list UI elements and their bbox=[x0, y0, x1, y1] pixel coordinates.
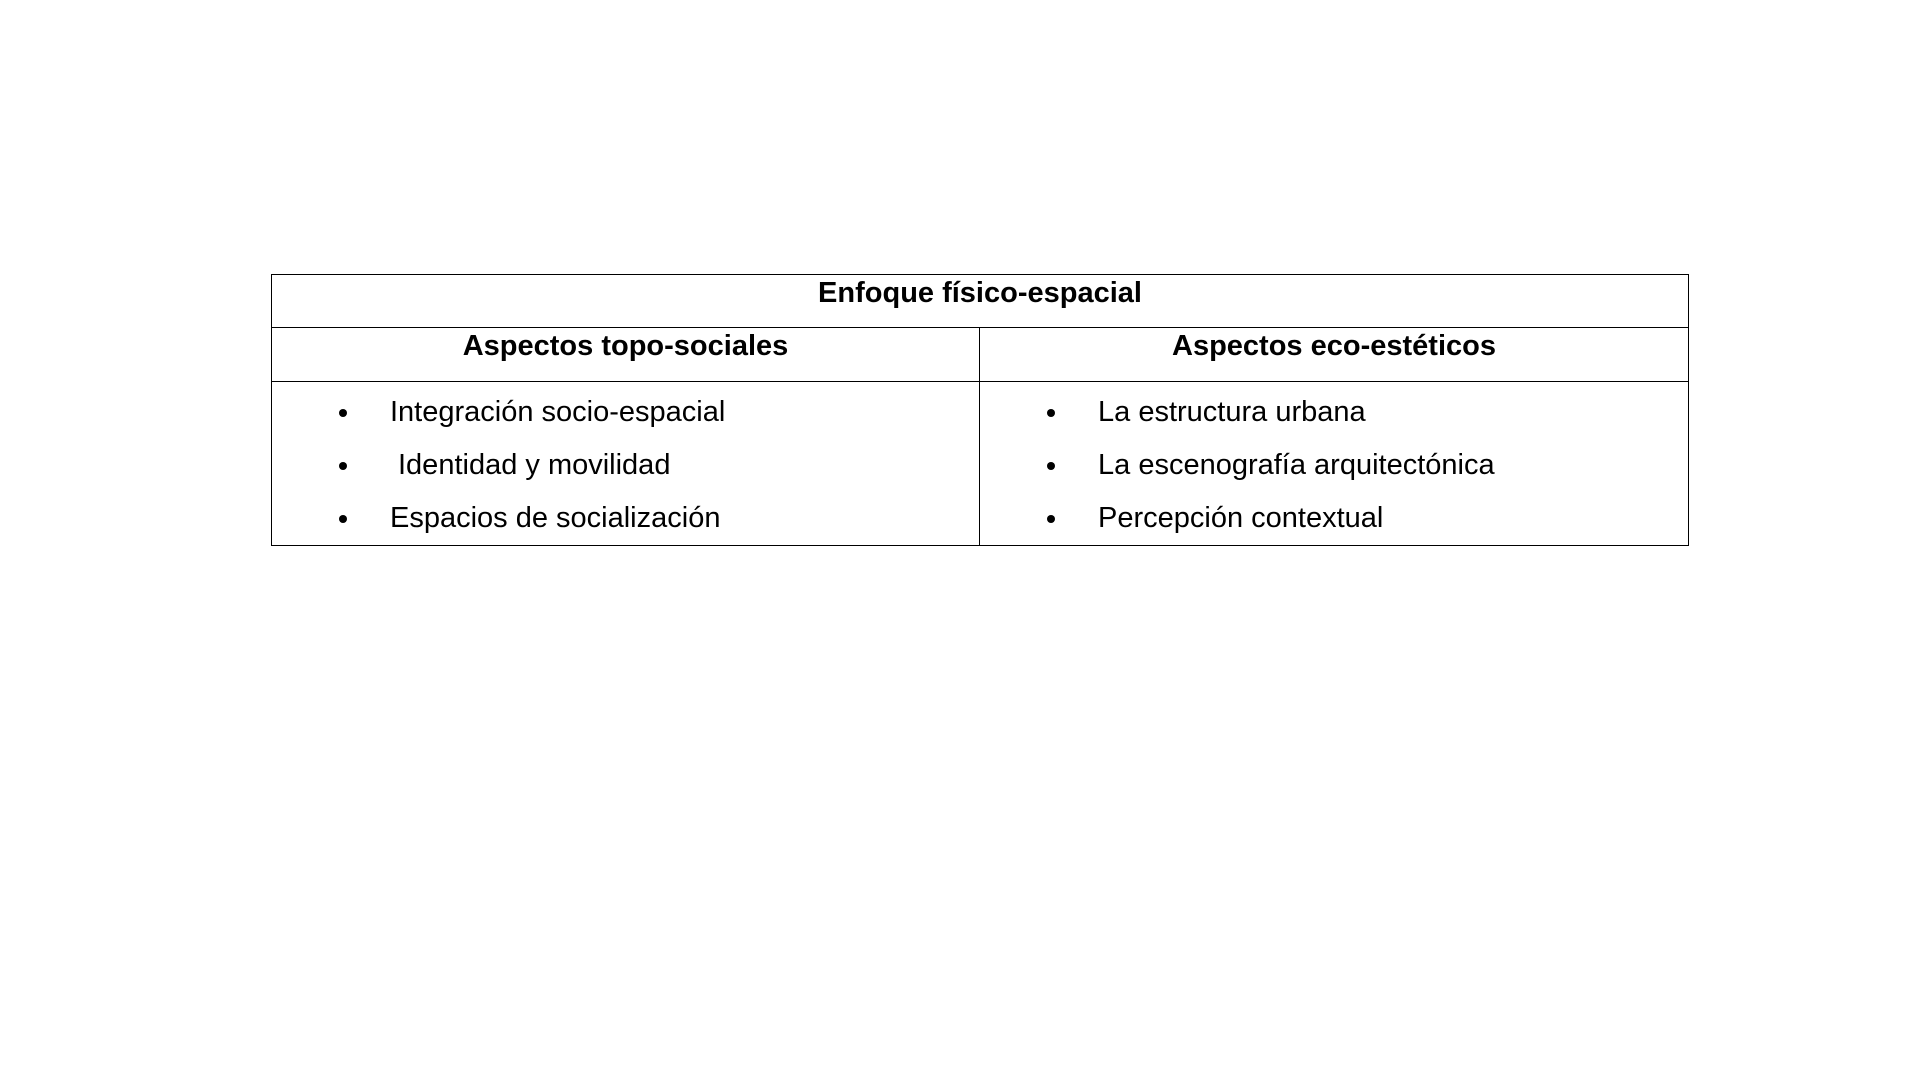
topo-sociales-list bbox=[272, 382, 979, 545]
aspects-table bbox=[271, 274, 1689, 546]
bullet-icon bbox=[339, 462, 347, 470]
list-item-text: Espacios de socialización bbox=[390, 502, 721, 534]
list-item bbox=[980, 386, 1688, 439]
list-item-text: Integración socio-espacial bbox=[390, 396, 726, 428]
list-item-text: Identidad y movilidad bbox=[398, 449, 671, 481]
eco-esteticos-list bbox=[980, 382, 1688, 545]
list-item bbox=[272, 386, 979, 439]
bullet-icon bbox=[339, 409, 347, 417]
list-item-text: Percepción contextual bbox=[1098, 502, 1384, 534]
column-header-topo-sociales: Aspectos topo-sociales bbox=[272, 328, 980, 382]
header-row bbox=[272, 328, 1689, 382]
table-title: Enfoque físico-espacial bbox=[272, 275, 1689, 328]
eco-esteticos-cell bbox=[980, 382, 1689, 546]
list-item bbox=[272, 439, 979, 492]
column-header-eco-esteticos: Aspectos eco-estéticos bbox=[980, 328, 1689, 382]
list-item bbox=[980, 492, 1688, 545]
bullet-icon bbox=[339, 515, 347, 523]
topo-sociales-cell bbox=[272, 382, 980, 546]
list-item-text: La estructura urbana bbox=[1098, 396, 1366, 428]
items-row bbox=[272, 382, 1689, 546]
bullet-icon bbox=[1047, 462, 1055, 470]
list-item bbox=[272, 492, 979, 545]
list-item bbox=[980, 439, 1688, 492]
title-row bbox=[272, 275, 1689, 328]
list-item-text: La escenografía arquitectónica bbox=[1098, 449, 1495, 481]
bullet-icon bbox=[1047, 409, 1055, 417]
bullet-icon bbox=[1047, 515, 1055, 523]
